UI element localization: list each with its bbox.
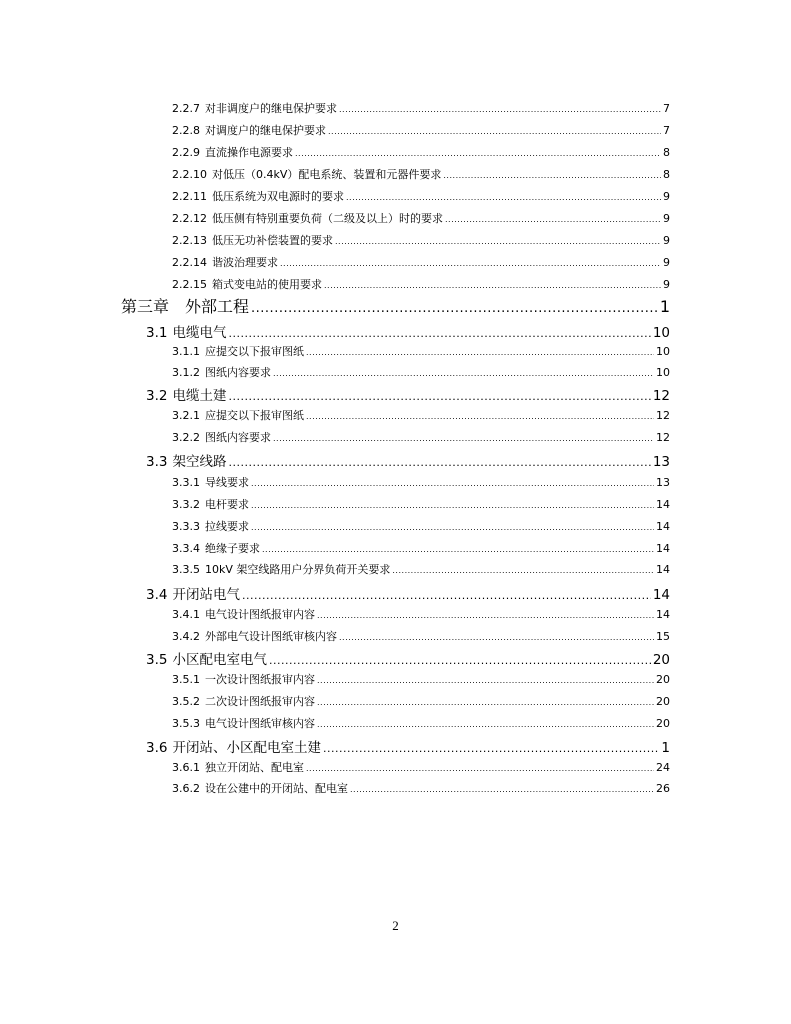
- toc-entry-title: 开闭站电气: [172, 587, 240, 603]
- toc-entry[interactable]: [172, 561, 670, 577]
- toc-entry-number: 3.3.1: [172, 476, 200, 489]
- toc-entry-page: 14: [656, 608, 670, 621]
- toc-entry-page: 7: [663, 124, 670, 137]
- toc-entry-title: 小区配电室电气: [172, 652, 267, 668]
- toc-entry[interactable]: [172, 628, 670, 644]
- toc-entry-title: 对非调度户的继电保护要求: [205, 102, 337, 115]
- toc-entry-title: 拉线要求: [205, 520, 249, 533]
- dot-leader: [273, 434, 654, 443]
- toc-entry-page: 14: [656, 498, 670, 511]
- toc-entry-number: 3.3.2: [172, 498, 200, 511]
- toc-entry-title: 电杆要求: [205, 498, 249, 511]
- toc-entry-page: 12: [652, 388, 670, 404]
- toc-entry[interactable]: [172, 429, 670, 445]
- toc-entry-title: 箱式变电站的使用要求: [212, 278, 322, 291]
- toc-entry-page: 14: [652, 587, 670, 603]
- toc-entry-number: 2.2.12: [172, 212, 207, 225]
- toc-entry-page: 1: [659, 297, 670, 316]
- dot-leader: [251, 523, 654, 532]
- toc-entry-title: 电气设计图纸审核内容: [205, 717, 315, 730]
- toc-entry-title: 低压系统为双电源时的要求: [212, 190, 344, 203]
- toc-entry[interactable]: [172, 606, 670, 622]
- toc-entry-page: 14: [656, 542, 670, 555]
- dot-leader: [317, 676, 654, 685]
- dot-leader: [280, 259, 661, 268]
- toc-entry-page: 9: [663, 234, 670, 247]
- toc-entry-page: 10: [652, 325, 670, 341]
- toc-entry-page: 1: [661, 740, 670, 756]
- toc-entry-title: 电缆土建: [172, 388, 227, 404]
- toc-entry-number: 2.2.10: [172, 168, 207, 181]
- toc-entry[interactable]: [172, 343, 670, 359]
- toc-entry-title: 开闭站、小区配电室土建: [172, 740, 321, 756]
- toc-entry[interactable]: [172, 210, 670, 226]
- toc-entry-page: 26: [656, 782, 670, 795]
- toc-entry-page: 10: [656, 366, 670, 379]
- page-number: 2: [392, 918, 399, 933]
- dot-leader: [323, 742, 659, 755]
- toc-entry-number: 2.2.9: [172, 146, 200, 159]
- dot-leader: [317, 611, 654, 620]
- dot-leader: [324, 281, 661, 290]
- toc-entry-number: 2.2.15: [172, 278, 207, 291]
- toc-entry[interactable]: [146, 583, 670, 602]
- toc-entry-title: 对调度户的继电保护要求: [205, 124, 326, 137]
- toc-entry[interactable]: [146, 321, 670, 340]
- dot-leader: [295, 149, 661, 158]
- toc-entry-page: 9: [663, 278, 670, 291]
- toc-entry-title: 低压无功补偿装置的要求: [212, 234, 333, 247]
- dot-leader: [443, 171, 661, 180]
- toc-entry[interactable]: [172, 122, 670, 138]
- toc-entry-number: 3.4.1: [172, 608, 200, 621]
- toc-entry[interactable]: [172, 496, 670, 512]
- toc-entry-number: 3.2: [146, 388, 168, 404]
- toc-entry-title: 电气设计图纸报审内容: [205, 608, 315, 621]
- toc-entry-number: 3.5.2: [172, 695, 200, 708]
- toc-entry-number: 3.6.2: [172, 782, 200, 795]
- toc-entry[interactable]: [172, 474, 670, 490]
- toc-entry[interactable]: [172, 188, 670, 204]
- toc-entry-title: 架空线路: [172, 454, 227, 470]
- toc-entry-page: 12: [656, 409, 670, 422]
- toc-entry-number: 3.2.1: [172, 409, 200, 422]
- toc-entry-page: 10: [656, 345, 670, 358]
- dot-leader: [339, 633, 654, 642]
- dot-leader: [317, 720, 654, 729]
- toc-entry-number: 3.3.3: [172, 520, 200, 533]
- toc-entry-number: 3.3.4: [172, 542, 200, 555]
- dot-leader: [269, 654, 651, 667]
- dot-leader: [251, 501, 654, 510]
- dot-leader: [251, 479, 654, 488]
- toc-entry-page: 20: [656, 695, 670, 708]
- toc-entry-number: 3.2.2: [172, 431, 200, 444]
- dot-leader: [306, 764, 654, 773]
- toc-entry-title: 一次设计图纸报审内容: [205, 673, 315, 686]
- toc-entry[interactable]: [172, 254, 670, 270]
- toc-entry[interactable]: [172, 232, 670, 248]
- dot-leader: [273, 369, 654, 378]
- toc-entry-number: 3.1: [146, 325, 168, 341]
- dot-leader: [228, 390, 650, 403]
- toc-entry[interactable]: [146, 736, 670, 755]
- toc-entry-number: 3.3: [146, 454, 168, 470]
- toc-entry-title: 外部工程: [185, 297, 250, 316]
- toc-entry-title: 应提交以下报审图纸: [205, 409, 304, 422]
- toc-entry-page: 20: [656, 717, 670, 730]
- toc-entry-page: 24: [656, 761, 670, 774]
- toc-entry[interactable]: [172, 144, 670, 160]
- dot-leader: [242, 589, 651, 602]
- toc-entry-number: 3.1.2: [172, 366, 200, 379]
- toc-entry-title: 低压侧有特别重要负荷（二级及以上）时的要求: [212, 212, 443, 225]
- toc-entry-number: 3.4.2: [172, 630, 200, 643]
- toc-entry-number: 3.5.3: [172, 717, 200, 730]
- toc-entry[interactable]: [172, 671, 670, 687]
- toc-entry-title: 外部电气设计图纸审核内容: [205, 630, 337, 643]
- toc-entry-page: 12: [656, 431, 670, 444]
- toc-entry-number: 2.2.8: [172, 124, 200, 137]
- toc-entry-page: 13: [652, 454, 670, 470]
- toc-entry[interactable]: [172, 540, 670, 556]
- toc-entry[interactable]: [121, 294, 670, 316]
- toc-entry-page: 15: [656, 630, 670, 643]
- toc-entry-number: 2.2.11: [172, 190, 207, 203]
- dot-leader: [228, 456, 650, 469]
- dot-leader: [392, 566, 654, 575]
- dot-leader: [328, 127, 661, 136]
- dot-leader: [262, 545, 654, 554]
- toc-entry[interactable]: [172, 693, 670, 709]
- toc-entry[interactable]: [172, 759, 670, 775]
- dot-leader: [317, 698, 654, 707]
- dot-leader: [306, 412, 654, 421]
- dot-leader: [335, 237, 661, 246]
- toc-entry-title: 应提交以下报审图纸: [205, 345, 304, 358]
- toc-entry-title: 直流操作电源要求: [205, 146, 293, 159]
- toc-entry-number: 2.2.7: [172, 102, 200, 115]
- toc-entry-page: 13: [656, 476, 670, 489]
- dot-leader: [339, 105, 661, 114]
- toc-entry-page: 14: [656, 563, 670, 576]
- toc-entry[interactable]: [172, 100, 670, 116]
- dot-leader: [445, 215, 661, 224]
- toc-entry-page: 8: [663, 168, 670, 181]
- toc-entry[interactable]: [172, 780, 670, 796]
- toc-entry-number: 3.4: [146, 587, 168, 603]
- toc-entry-number: 2.2.13: [172, 234, 207, 247]
- toc-entry[interactable]: [146, 648, 670, 667]
- toc-entry-number: 3.6: [146, 740, 168, 756]
- toc-entry[interactable]: [172, 715, 670, 731]
- toc-entry-number: 3.6.1: [172, 761, 200, 774]
- dot-leader: [306, 348, 654, 357]
- toc-entry-number: 3.5.1: [172, 673, 200, 686]
- toc-entry-page: 8: [663, 146, 670, 159]
- toc-entry-title: 二次设计图纸报审内容: [205, 695, 315, 708]
- toc-entry-page: 7: [663, 102, 670, 115]
- toc-entry-page: 9: [663, 212, 670, 225]
- toc-entry-title: 谐波治理要求: [212, 256, 278, 269]
- toc-entry-title: 绝缘子要求: [205, 542, 260, 555]
- toc-entry[interactable]: [146, 450, 670, 469]
- toc-entry-title: 10kV 架空线路用户分界负荷开关要求: [205, 563, 391, 576]
- toc-entry-title: 设在公建中的开闭站、配电室: [205, 782, 348, 795]
- toc-entry-number: 3.3.5: [172, 563, 200, 576]
- toc-entry-page: 20: [652, 652, 670, 668]
- toc-entry[interactable]: [172, 518, 670, 534]
- toc-entry-number: 3.5: [146, 652, 168, 668]
- toc-entry-title: 图纸内容要求: [205, 366, 271, 379]
- toc-entry[interactable]: [172, 407, 670, 423]
- dot-leader: [228, 327, 650, 340]
- toc-entry-title: 对低压（0.4kV）配电系统、装置和元器件要求: [212, 168, 442, 181]
- toc-entry[interactable]: [172, 276, 670, 292]
- toc-entry[interactable]: [172, 364, 670, 380]
- dot-leader: [350, 785, 654, 794]
- toc-entry[interactable]: [172, 166, 670, 182]
- dot-leader: [346, 193, 661, 202]
- toc-entry-number: 3.1.1: [172, 345, 200, 358]
- toc-entry-page: 9: [663, 190, 670, 203]
- toc-entry-title: 独立开闭站、配电室: [205, 761, 304, 774]
- toc-entry-title: 电缆电气: [172, 325, 227, 341]
- toc-entry-page: 14: [656, 520, 670, 533]
- dot-leader: [251, 301, 658, 316]
- toc-entry-number: 第三章: [121, 297, 170, 316]
- toc-entry-page: 9: [663, 256, 670, 269]
- toc-entry-number: 2.2.14: [172, 256, 207, 269]
- toc-entry-title: 图纸内容要求: [205, 431, 271, 444]
- toc-entry-page: 20: [656, 673, 670, 686]
- toc-entry[interactable]: [146, 384, 670, 403]
- toc-entry-title: 导线要求: [205, 476, 249, 489]
